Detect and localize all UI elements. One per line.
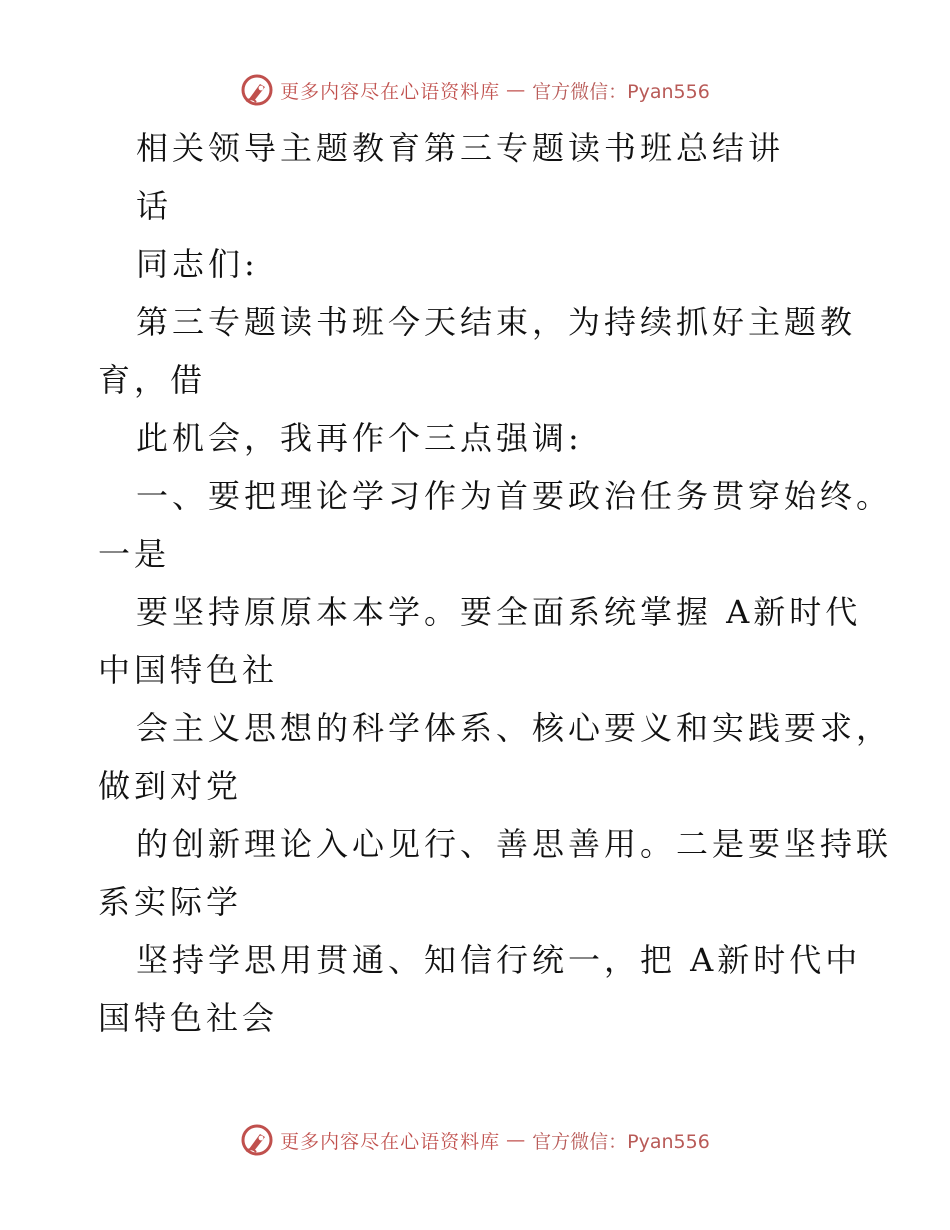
- footer-banner: [0, 1120, 950, 1160]
- banner-slogan: 更多内容尽在心语资料库: [280, 1130, 501, 1153]
- paragraph-line: 国特色社会: [98, 999, 279, 1037]
- paragraph-line: 坚持学思用贯通、知信行统一，把 A新时代中: [136, 941, 862, 979]
- paragraph-line: 的创新理论入心见行、善思善用。二是要坚持联: [136, 825, 893, 863]
- paragraph-line: 一、要把理论学习作为首要政治任务贯穿始终。: [136, 477, 893, 515]
- paragraph-line: 同志们:: [136, 245, 259, 283]
- banner-contact: 官方微信：Pyan556: [532, 80, 710, 103]
- banner-dash: —: [506, 1129, 527, 1151]
- paragraph-line: 育，借: [98, 361, 207, 399]
- banner-contact: 官方微信：Pyan556: [532, 1130, 710, 1153]
- banner-dash: —: [506, 79, 527, 101]
- header-banner: [0, 70, 950, 110]
- paragraph-line: 系实际学: [98, 883, 243, 921]
- paragraph-line: 此机会，我再作个三点强调:: [136, 419, 583, 457]
- pen-logo-icon: [240, 1123, 274, 1157]
- pen-logo-icon: [240, 73, 274, 107]
- paragraph-line: 一是: [98, 535, 171, 573]
- paragraph-line: 中国特色社: [98, 651, 279, 689]
- paragraph-line: 做到对党: [98, 767, 243, 805]
- banner-slogan: 更多内容尽在心语资料库: [280, 80, 501, 103]
- document-title-line-2: 话: [136, 187, 173, 225]
- document-title-line-1: 相关领导主题教育第三专题读书班总结讲: [136, 129, 785, 167]
- paragraph-line: 会主义思想的科学体系、核心要义和实践要求，: [136, 709, 893, 747]
- paragraph-line: 第三专题读书班今天结束，为持续抓好主题教: [136, 303, 857, 341]
- paragraph-line: 要坚持原原本本学。要全面系统掌握 A新时代: [136, 593, 862, 631]
